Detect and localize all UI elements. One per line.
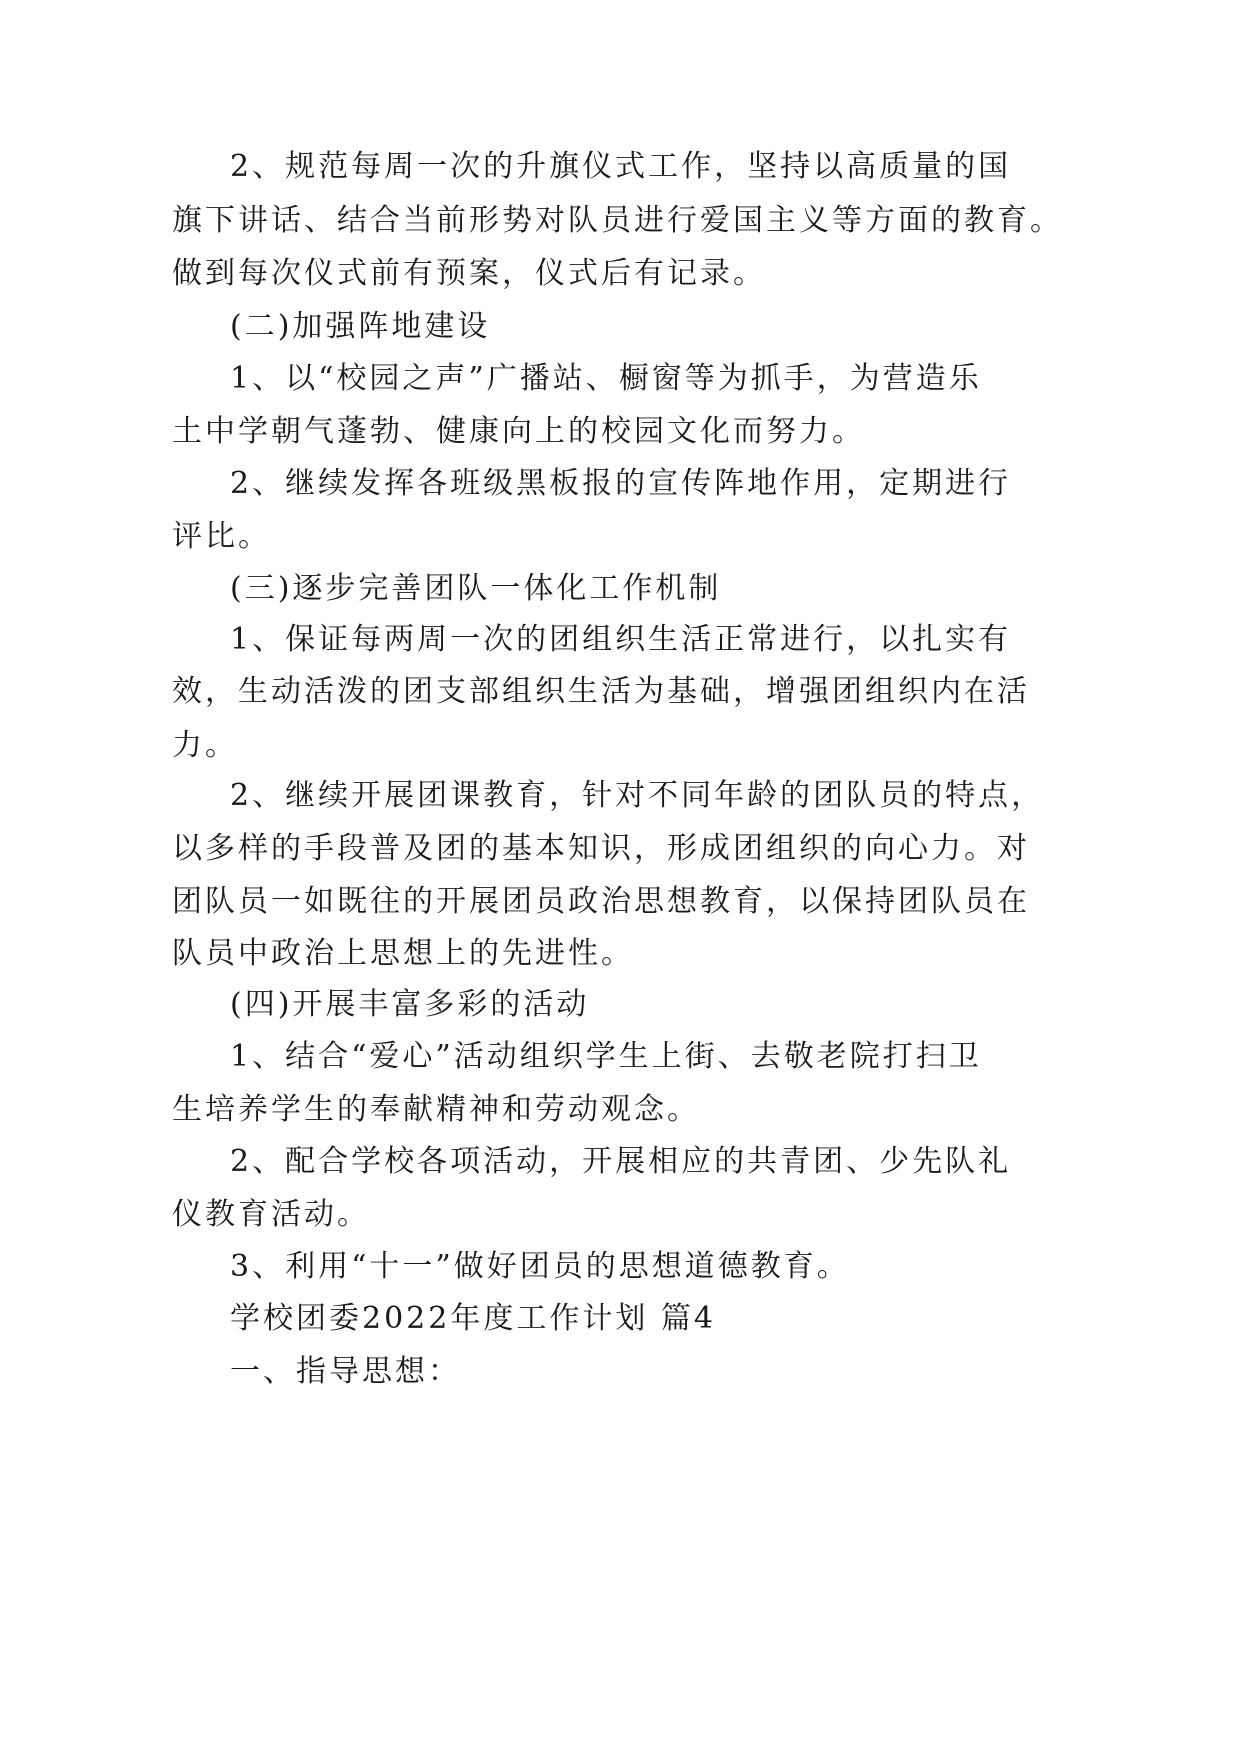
paragraph-line: 2、继续发挥各班级黑板报的宣传阵地作用，定期进行 [230, 466, 1012, 501]
paragraph-line: 1、结合“爱心”活动组织学生上街、去敬老院打扫卫 [230, 1039, 982, 1074]
paragraph-line: 2、规范每周一次的升旗仪式工作，坚持以高质量的国 [230, 149, 1012, 184]
paragraph-line: 2、配合学校各项活动，开展相应的共青团、少先队礼 [230, 1144, 1012, 1179]
section-heading: (二)加强阵地建设 [230, 309, 491, 344]
paragraph-line: 力。 [172, 728, 238, 763]
document-title: 学校团委2022年度工作计划 篇4 [230, 1301, 716, 1336]
paragraph-line: 1、以“校园之声”广播站、橱窗等为抓手，为营造乐 [230, 361, 982, 396]
section-heading: (四)开展丰富多彩的活动 [230, 987, 590, 1022]
paragraph-line: 评比。 [172, 519, 271, 554]
paragraph-line: 3、利用“十一”做好团员的思想道德教育。 [230, 1249, 850, 1284]
paragraph-line: 做到每次仪式前有预案，仪式后有记录。 [172, 256, 766, 291]
paragraph-line: 效，生动活泼的团支部组织生活为基础，增强团组织内在活 [172, 674, 1030, 709]
section-heading: 一、指导思想： [230, 1354, 461, 1389]
paragraph-line: 生培养学生的奉献精神和劳动观念。 [172, 1092, 700, 1127]
paragraph-line: 土中学朝气蓬勃、健康向上的校园文化而努力。 [172, 414, 865, 449]
section-heading: (三)逐步完善团队一体化工作机制 [230, 571, 722, 606]
paragraph-line: 仪教育活动。 [172, 1197, 370, 1232]
paragraph-line: 团队员一如既往的开展团员政治思想教育，以保持团队员在 [172, 884, 1030, 919]
paragraph-line: 旗下讲话、结合当前形势对队员进行爱国主义等方面的教育。 [172, 203, 1063, 238]
paragraph-line: 1、保证每两周一次的团组织生活正常进行，以扎实有 [230, 622, 1012, 657]
paragraph-line: 2、继续开展团课教育，针对不同年龄的团队员的特点， [230, 778, 1045, 813]
paragraph-line: 以多样的手段普及团的基本知识，形成团组织的向心力。对 [172, 831, 1030, 866]
paragraph-line: 队员中政治上思想上的先进性。 [172, 936, 634, 971]
